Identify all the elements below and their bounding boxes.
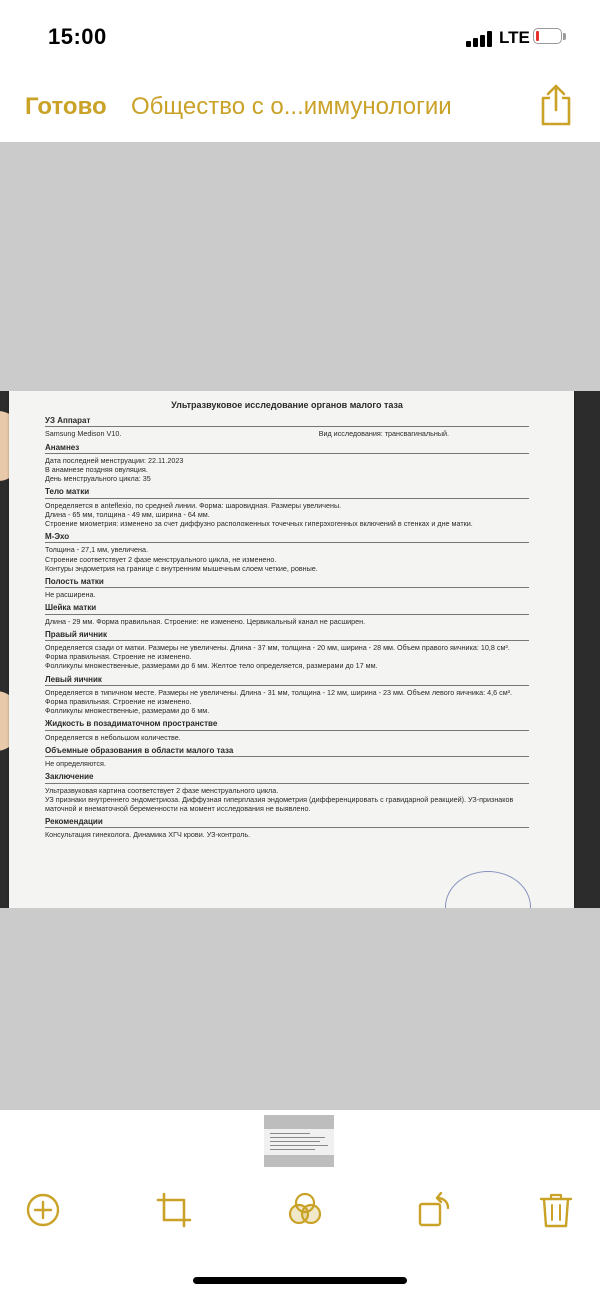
section-line: Определяется в небольшом количестве. xyxy=(45,732,181,742)
section-line: Не определяются. xyxy=(45,759,106,769)
nav-bar xyxy=(0,70,600,142)
section-title: Объемные образования в области малого таза xyxy=(45,746,529,757)
section-title: Левый яичник xyxy=(45,675,529,686)
section-title: Тело матки xyxy=(45,487,529,498)
section-line: Определяется в типичном месте. Размеры не увеличены. Длина - 31 мм, толщина - 12 мм, ширина - 23 мм. Объем левого яичника: 4,6 см³. Форма правильная. Строение не изменено. xyxy=(45,687,513,707)
bottom-toolbar xyxy=(0,1110,600,1297)
section-title: Шейка матки xyxy=(45,603,529,614)
section-title: Полость матки xyxy=(45,577,529,588)
stamp-seal xyxy=(445,871,531,908)
section-line: Определяется в anteflexio, по средней линии. Форма: шаровидная. Размеры увеличены. xyxy=(45,500,342,510)
network-type: LTE xyxy=(499,28,530,47)
scanned-document xyxy=(9,391,574,908)
section-line: В анамнезе поздняя овуляция. xyxy=(45,465,148,475)
done-button[interactable]: Готово xyxy=(25,93,107,120)
section-line: Строение миометрия: изменено за счет диффузно расположенных точечных гиперэхогенных включений в стенках и дне матки. xyxy=(45,519,473,529)
section-line: Длина - 65 мм, толщина - 49 мм, ширина - 64 мм. xyxy=(45,509,210,519)
section-line: Фолликулы множественные, размерами до 6 мм. xyxy=(45,706,210,716)
section-line: Не расширена. xyxy=(45,590,96,600)
rotate-icon[interactable] xyxy=(417,1192,453,1228)
section-title: Анамнез xyxy=(45,443,529,454)
scanned-page-photo xyxy=(0,391,600,908)
document-content xyxy=(45,401,529,840)
section-title: Заключение xyxy=(45,772,529,783)
section-line: Дата последней менструации: 22.11.2023 xyxy=(45,455,184,465)
filters-icon[interactable] xyxy=(287,1192,323,1228)
home-indicator[interactable] xyxy=(193,1277,407,1284)
section-title: Правый яичник xyxy=(45,630,529,641)
section-title: УЗ Аппарат xyxy=(45,416,529,427)
section-title: Жидкость в позадиматочном пространстве xyxy=(45,719,529,730)
document-title: Общество с о...иммунологии xyxy=(131,93,452,120)
section-line: Фолликулы множественные, размерами до 6 мм. Желтое тело определяется, размерами до 17 мм. xyxy=(45,661,378,671)
signal-icon xyxy=(466,31,494,47)
trash-icon[interactable] xyxy=(538,1192,574,1228)
section-line: Консультация гинеколога. Динамика ХГЧ крови. УЗ-контроль. xyxy=(45,830,251,840)
status-time: 15:00 xyxy=(48,24,107,49)
document-heading: Ультразвуковое исследование органов малого таза xyxy=(171,400,403,410)
page-thumbnail[interactable] xyxy=(264,1115,334,1167)
section-line: Длина - 29 мм. Форма правильная. Строение: не изменено. Цервикальный канал не расширен. xyxy=(45,616,366,626)
section-title: Рекомендации xyxy=(45,817,529,828)
section-line: Определяется сзади от матки. Размеры не увеличены. Длина - 37 мм, толщина - 20 мм, ширина - 28 мм. Объем правого яичника: 10,8 см³. Форма правильная. Строение не изменено. xyxy=(45,643,510,662)
battery-icon xyxy=(533,28,566,46)
crop-icon[interactable] xyxy=(156,1192,192,1228)
section-line: Ультразвуковая картина соответствует 2 фазе менструального цикла. xyxy=(45,785,279,795)
section-line: Строение соответствует 2 фазе менструального цикла, не изменено. xyxy=(45,554,277,564)
add-icon[interactable] xyxy=(25,1192,61,1228)
section-line: Вид исследования: трансвагинальный. xyxy=(318,429,449,439)
section-title: М-Эхо xyxy=(45,532,529,543)
section-line: Samsung Medison V10. xyxy=(45,429,122,439)
section-line: Толщина - 27,1 мм, увеличена. xyxy=(45,545,149,555)
section-line: УЗ признаки внутреннего эндометриоза. Диффузная гиперплазия эндометрия (дифференцировать с гравидарной реакцией). УЗ-признаков маточной и внематочной беременности на момент исследования не выявлено. xyxy=(45,794,514,813)
section-line: Контуры эндометрия на границе с внутренним мышечным слоем четкие, ровные. xyxy=(45,563,318,573)
document-viewer[interactable] xyxy=(0,142,600,1110)
status-bar xyxy=(0,0,600,70)
share-icon[interactable] xyxy=(538,84,574,126)
section-line: День менструального цикла: 35 xyxy=(45,474,151,484)
